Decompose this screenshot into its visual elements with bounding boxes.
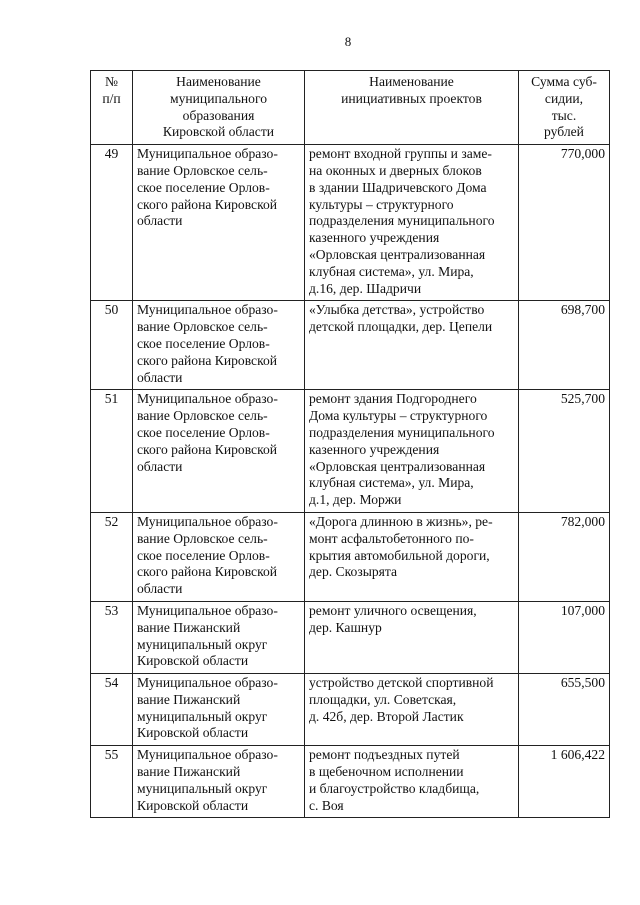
municipality-line: области bbox=[137, 213, 183, 229]
header-municipality-line: Кировской области bbox=[162, 124, 275, 140]
project-line: в щебеночном исполнении bbox=[309, 764, 464, 780]
subsidy-table bbox=[90, 70, 610, 818]
project-cell bbox=[305, 390, 519, 513]
project-line: «Орловская централизованная bbox=[309, 458, 486, 474]
municipality-line: Муниципальное образо- bbox=[137, 391, 278, 407]
row-number: 53 bbox=[91, 601, 133, 673]
header-amount-line: рублей bbox=[544, 124, 584, 140]
project-cell bbox=[305, 301, 519, 390]
municipality-cell bbox=[133, 145, 305, 301]
project-cell bbox=[305, 145, 519, 301]
municipality-cell bbox=[133, 601, 305, 673]
project-line: Дома культуры – структурного bbox=[309, 408, 488, 424]
project-line: в здании Шадричевского Дома bbox=[309, 179, 487, 195]
municipality-line: вание Орловское сель- bbox=[137, 530, 268, 546]
project-line: монт асфальтобетонного по- bbox=[309, 530, 474, 546]
row-number: 49 bbox=[91, 145, 133, 301]
project-line: крытия автомобильной дороги, bbox=[309, 547, 490, 563]
municipality-line: области bbox=[137, 458, 183, 474]
table-header-row bbox=[91, 71, 610, 145]
project-line: на оконных и дверных блоков bbox=[309, 162, 482, 178]
page-number: 8 bbox=[344, 34, 352, 49]
header-amount-line: сидии, bbox=[544, 90, 584, 106]
municipality-line: вание Пижанский bbox=[137, 619, 241, 635]
row-number: 55 bbox=[91, 746, 133, 818]
header-amount-line: Сумма суб- bbox=[531, 74, 597, 89]
municipality-cell bbox=[133, 301, 305, 390]
table-row bbox=[91, 390, 610, 513]
municipality-line: ского района Кировской bbox=[137, 196, 278, 212]
table-row bbox=[91, 746, 610, 818]
row-number: 50 bbox=[91, 301, 133, 390]
table-row bbox=[91, 301, 610, 390]
municipality-line: муниципальный округ bbox=[137, 780, 268, 796]
project-line: и благоустройство кладбища, bbox=[309, 780, 480, 796]
project-line: «Улыбка детства», устройство bbox=[309, 302, 485, 318]
project-line: «Орловская централизованная bbox=[309, 246, 486, 262]
project-cell bbox=[305, 674, 519, 746]
subsidy-amount: 782,000 bbox=[519, 512, 610, 601]
municipality-line: Муниципальное образо- bbox=[137, 146, 278, 162]
municipality-line: Кировской области bbox=[137, 653, 249, 669]
header-municipality-line: Наименование bbox=[176, 74, 261, 89]
project-line: культуры – структурного bbox=[309, 196, 454, 212]
row-number: 51 bbox=[91, 390, 133, 513]
header-num bbox=[91, 71, 133, 145]
project-line: дер. Скозырята bbox=[309, 564, 398, 580]
municipality-line: вание Орловское сель- bbox=[137, 162, 268, 178]
municipality-line: области bbox=[137, 369, 183, 385]
municipality-line: муниципальный округ bbox=[137, 708, 268, 724]
municipality-line: вание Орловское сель- bbox=[137, 319, 268, 335]
header-project-line: инициативных проектов bbox=[341, 90, 482, 106]
subsidy-amount: 655,500 bbox=[519, 674, 610, 746]
municipality-line: ское поселение Орлов- bbox=[137, 424, 270, 440]
header-amount bbox=[519, 71, 610, 145]
municipality-line: вание Пижанский bbox=[137, 691, 241, 707]
header-num-line: п/п bbox=[102, 90, 121, 106]
project-line: д.16, дер. Шадричи bbox=[309, 280, 422, 296]
project-line: казенного учреждения bbox=[309, 441, 440, 457]
project-line: площадки, ул. Советская, bbox=[309, 691, 457, 707]
project-line: д. 42б, дер. Второй Ластик bbox=[309, 708, 464, 724]
project-cell bbox=[305, 601, 519, 673]
municipality-line: Муниципальное образо- bbox=[137, 602, 278, 618]
subsidy-amount: 525,700 bbox=[519, 390, 610, 513]
municipality-cell bbox=[133, 512, 305, 601]
header-amount-line: тыс. bbox=[551, 107, 577, 123]
table-row bbox=[91, 601, 610, 673]
row-number: 54 bbox=[91, 674, 133, 746]
municipality-cell bbox=[133, 746, 305, 818]
project-line: дер. Кашнур bbox=[309, 619, 382, 635]
subsidy-amount: 107,000 bbox=[519, 601, 610, 673]
municipality-line: вание Орловское сель- bbox=[137, 408, 268, 424]
municipality-line: ского района Кировской bbox=[137, 352, 278, 368]
municipality-line: ского района Кировской bbox=[137, 441, 278, 457]
municipality-line: Кировской области bbox=[137, 725, 249, 741]
municipality-line: Муниципальное образо- bbox=[137, 747, 278, 763]
header-municipality bbox=[133, 71, 305, 145]
project-line: казенного учреждения bbox=[309, 230, 440, 246]
project-line: «Дорога длинною в жизнь», ре- bbox=[309, 513, 493, 529]
project-line: клубная система», ул. Мира, bbox=[309, 263, 474, 279]
header-municipality-line: образования bbox=[182, 107, 255, 123]
header-project-line: Наименование bbox=[369, 74, 454, 89]
project-line: устройство детской спортивной bbox=[309, 675, 494, 691]
municipality-line: ское поселение Орлов- bbox=[137, 179, 270, 195]
municipality-line: вание Пижанский bbox=[137, 764, 241, 780]
municipality-cell bbox=[133, 674, 305, 746]
project-line: с. Воя bbox=[309, 797, 344, 813]
municipality-line: области bbox=[137, 581, 183, 597]
table-row bbox=[91, 145, 610, 301]
municipality-line: муниципальный округ bbox=[137, 636, 268, 652]
municipality-line: ского района Кировской bbox=[137, 564, 278, 580]
municipality-line: Кировской области bbox=[137, 797, 249, 813]
project-line: ремонт подъездных путей bbox=[309, 747, 460, 763]
project-line: подразделения муниципального bbox=[309, 424, 495, 440]
municipality-line: Муниципальное образо- bbox=[137, 675, 278, 691]
row-number: 52 bbox=[91, 512, 133, 601]
subsidy-amount: 698,700 bbox=[519, 301, 610, 390]
subsidy-amount: 1 606,422 bbox=[519, 746, 610, 818]
municipality-line: Муниципальное образо- bbox=[137, 513, 278, 529]
table-body bbox=[91, 145, 610, 818]
table-row bbox=[91, 674, 610, 746]
project-line: ремонт входной группы и заме- bbox=[309, 146, 492, 162]
subsidy-amount: 770,000 bbox=[519, 145, 610, 301]
municipality-cell bbox=[133, 390, 305, 513]
header-project bbox=[305, 71, 519, 145]
project-cell bbox=[305, 512, 519, 601]
project-line: д.1, дер. Моржи bbox=[309, 492, 402, 508]
municipality-line: Муниципальное образо- bbox=[137, 302, 278, 318]
project-line: ремонт здания Подгороднего bbox=[309, 391, 477, 407]
municipality-line: ское поселение Орлов- bbox=[137, 547, 270, 563]
header-num-line: № bbox=[105, 74, 118, 89]
project-line: подразделения муниципального bbox=[309, 213, 495, 229]
header-municipality-line: муниципального bbox=[169, 90, 267, 106]
project-line: ремонт уличного освещения, bbox=[309, 602, 477, 618]
project-line: клубная система», ул. Мира, bbox=[309, 475, 474, 491]
municipality-line: ское поселение Орлов- bbox=[137, 335, 270, 351]
table-row bbox=[91, 512, 610, 601]
project-cell bbox=[305, 746, 519, 818]
project-line: детской площадки, дер. Цепели bbox=[309, 319, 493, 335]
